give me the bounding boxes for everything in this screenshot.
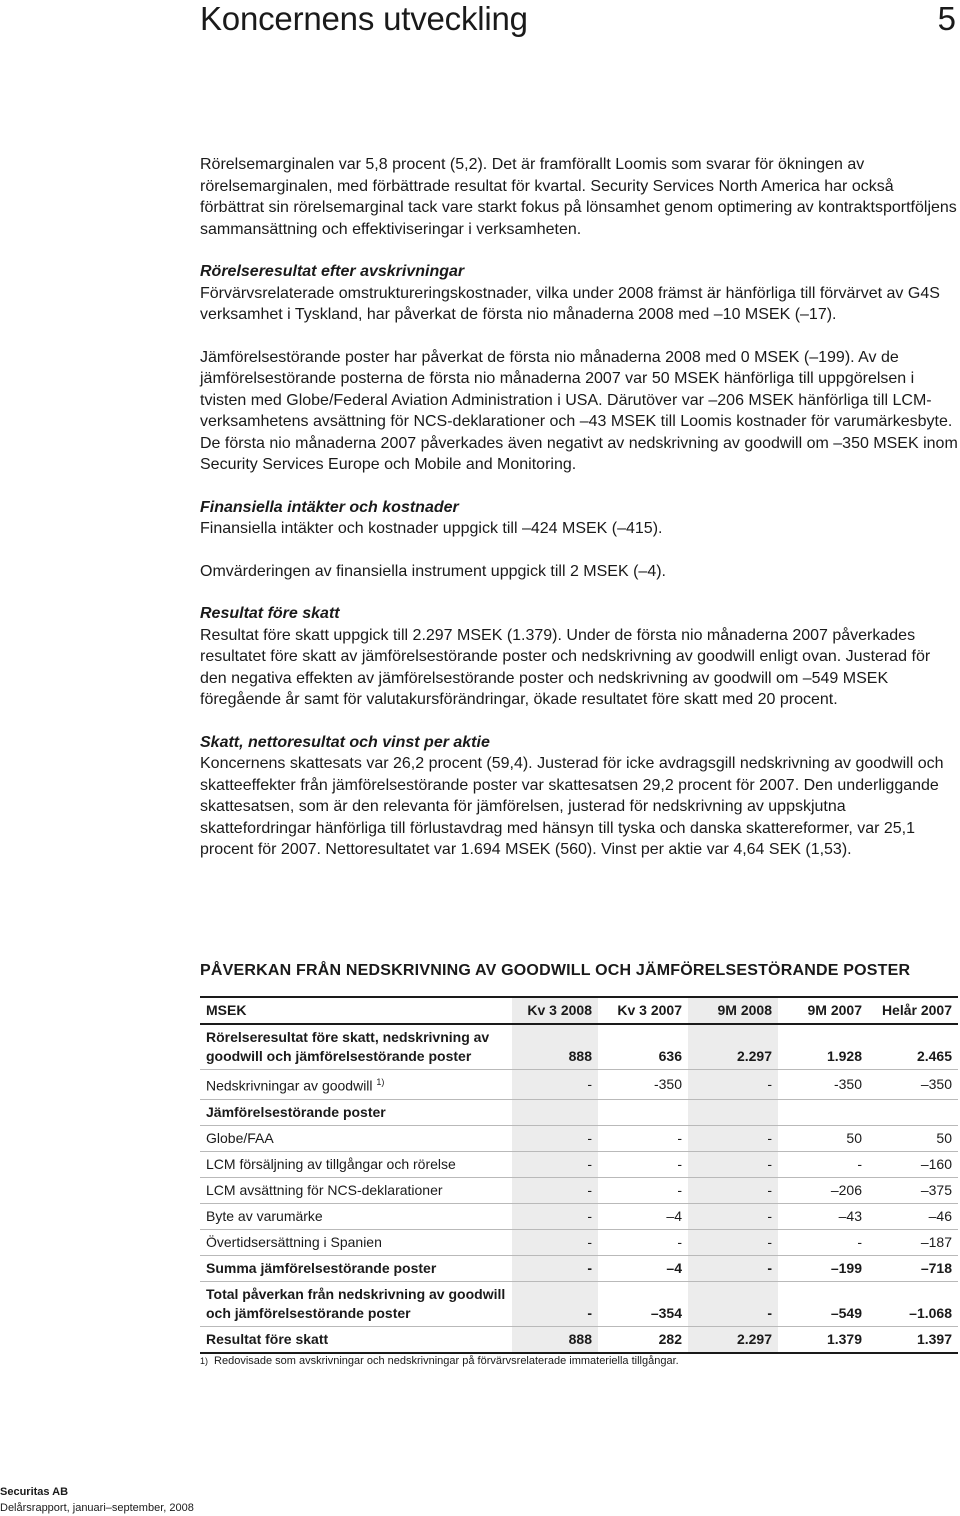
cell: - bbox=[598, 1125, 688, 1151]
table-row bbox=[200, 1024, 958, 1070]
table-row bbox=[200, 1281, 958, 1326]
cell: 50 bbox=[868, 1125, 958, 1151]
row-label: LCM avsättning för NCS-deklarationer bbox=[200, 1177, 512, 1203]
cell: - bbox=[512, 1281, 598, 1326]
paragraph: Omvärderingen av finansiella instrument uppgick till 2 MSEK (–4). bbox=[200, 562, 666, 580]
footnote-ref: 1) bbox=[376, 1077, 385, 1087]
cell: 282 bbox=[598, 1326, 688, 1353]
section-operating-result bbox=[200, 261, 958, 476]
cell: –199 bbox=[778, 1255, 868, 1281]
row-label: Globe/FAA bbox=[200, 1125, 512, 1151]
table-row bbox=[200, 1203, 958, 1229]
cell: - bbox=[512, 1125, 598, 1151]
cell: 1.928 bbox=[778, 1024, 868, 1070]
column-header: MSEK bbox=[200, 997, 512, 1024]
cell bbox=[512, 1099, 598, 1125]
cell: - bbox=[598, 1151, 688, 1177]
cell: –46 bbox=[868, 1203, 958, 1229]
footer-company: Securitas AB bbox=[0, 1486, 69, 1498]
cell: - bbox=[778, 1151, 868, 1177]
section-tax bbox=[200, 732, 958, 861]
cell: 2.465 bbox=[868, 1024, 958, 1070]
row-label bbox=[200, 1070, 512, 1100]
row-label: Jämförelsestörande poster bbox=[200, 1099, 512, 1125]
cell: –4 bbox=[598, 1255, 688, 1281]
footer-report: Delårsrapport, januari–september, 2008 bbox=[0, 1502, 194, 1514]
cell: - bbox=[512, 1255, 598, 1281]
section-heading: Finansiella intäkter och kostnader bbox=[200, 498, 459, 516]
row-label: LCM försäljning av tillgångar och rörelse bbox=[200, 1151, 512, 1177]
cell: - bbox=[688, 1070, 778, 1100]
paragraph: Resultat före skatt uppgick till 2.297 MSEK (1.379). Under de första nio månaderna 2007 påverkades resultatet före skatt av jämförelsestörande poster och nedskrivning av goodwill enligt ovan. Justerad för den negativa effekten av jämförelsestörande poster och nedskrivning av goodwill om –549 MSEK föregående år samt för valutakursförändringar, ökade resultatet före skatt med 20 procent. bbox=[200, 626, 931, 708]
cell: - bbox=[688, 1125, 778, 1151]
cell bbox=[868, 1099, 958, 1125]
row-label: Resultat före skatt bbox=[200, 1326, 512, 1353]
cell: - bbox=[512, 1229, 598, 1255]
impact-table bbox=[200, 996, 958, 1354]
table-row bbox=[200, 1099, 958, 1125]
table-row bbox=[200, 1326, 958, 1353]
cell: 1.397 bbox=[868, 1326, 958, 1353]
page-title: Koncernens utveckling bbox=[200, 0, 528, 37]
cell: –160 bbox=[868, 1151, 958, 1177]
row-label: Rörelseresultat före skatt, nedskrivning av goodwill och jämförelsestörande poster bbox=[200, 1024, 512, 1070]
page-footer bbox=[0, 1484, 194, 1516]
column-header: 9M 2008 bbox=[688, 997, 778, 1024]
table-header-row bbox=[200, 997, 958, 1024]
column-header: 9M 2007 bbox=[778, 997, 868, 1024]
section-financial-items bbox=[200, 497, 958, 583]
footnote-mark: 1) bbox=[200, 1356, 209, 1366]
body-text bbox=[200, 154, 958, 861]
column-header: Kv 3 2007 bbox=[598, 997, 688, 1024]
cell: 50 bbox=[778, 1125, 868, 1151]
table-footnote bbox=[200, 1354, 679, 1368]
table-row bbox=[200, 1070, 958, 1100]
cell: –1.068 bbox=[868, 1281, 958, 1326]
cell: –549 bbox=[778, 1281, 868, 1326]
cell: –206 bbox=[778, 1177, 868, 1203]
section-heading: Resultat före skatt bbox=[200, 605, 340, 622]
cell: 2.297 bbox=[688, 1024, 778, 1070]
table-row bbox=[200, 1255, 958, 1281]
cell bbox=[598, 1099, 688, 1125]
cell: - bbox=[512, 1203, 598, 1229]
cell: 2.297 bbox=[688, 1326, 778, 1353]
cell: –187 bbox=[868, 1229, 958, 1255]
row-label: Total påverkan från nedskrivning av goodwill och jämförelsestörande poster bbox=[200, 1281, 512, 1326]
footnote-text: Redovisade som avskrivningar och nedskrivningar på förvärvsrelaterade immateriella tillgångar. bbox=[214, 1355, 679, 1367]
intro-paragraph: Rörelsemarginalen var 5,8 procent (5,2). Det är framförallt Loomis som svarar för ökningen av rörelsemarginalen, med förbättrade resultat för kvartal. Security Services North America har också förbättrat sin rörelsemarginal tack vare starkt fokus på lönsamhet genom optimering av kontraktsportföljens sammansättning och effektiviseringar i verksamheten. bbox=[200, 156, 957, 238]
cell: –43 bbox=[778, 1203, 868, 1229]
cell: - bbox=[598, 1177, 688, 1203]
row-label-text: Nedskrivningar av goodwill bbox=[206, 1077, 373, 1094]
cell: - bbox=[598, 1229, 688, 1255]
table-row bbox=[200, 1151, 958, 1177]
table-title: PÅVERKAN FRÅN NEDSKRIVNING AV GOODWILL OCH JÄMFÖRELSESTÖRANDE POSTER bbox=[200, 962, 911, 979]
cell: 888 bbox=[512, 1326, 598, 1353]
row-label: Summa jämförelsestörande poster bbox=[200, 1255, 512, 1281]
cell: - bbox=[688, 1255, 778, 1281]
cell bbox=[688, 1099, 778, 1125]
row-label: Övertidsersättning i Spanien bbox=[200, 1229, 512, 1255]
cell: -350 bbox=[778, 1070, 868, 1100]
cell: 888 bbox=[512, 1024, 598, 1070]
cell: –4 bbox=[598, 1203, 688, 1229]
section-heading: Rörelseresultat efter avskrivningar bbox=[200, 263, 465, 280]
paragraph: Koncernens skattesats var 26,2 procent (59,4). Justerad för icke avdragsgill nedskrivning av goodwill och skatteeffekter från jämförelsestörande poster var skattesatsen 29,2 procent för 2007. Den underliggande skattesatsen, som är den relevanta för jämförelsen, justerad för nedskrivning av uppskjutna skattefordringar hänförliga till förlustavdrag med hänsyn till tyska och danska skattereformer, var 25,1 procent för 2007. Nettoresultatet var 1.694 MSEK (560). Vinst per aktie var 4,64 SEK (1,53). bbox=[200, 755, 944, 858]
paragraph: Finansiella intäkter och kostnader uppgick till –424 MSEK (–415). bbox=[200, 520, 663, 537]
table-row bbox=[200, 1125, 958, 1151]
cell: –350 bbox=[868, 1070, 958, 1100]
cell: - bbox=[512, 1177, 598, 1203]
table-row bbox=[200, 1177, 958, 1203]
cell: - bbox=[688, 1177, 778, 1203]
cell: - bbox=[688, 1229, 778, 1255]
cell: –354 bbox=[598, 1281, 688, 1326]
section-result-before-tax bbox=[200, 603, 958, 711]
cell: - bbox=[688, 1203, 778, 1229]
cell: - bbox=[512, 1070, 598, 1100]
cell: - bbox=[778, 1229, 868, 1255]
cell: 636 bbox=[598, 1024, 688, 1070]
section-heading: Skatt, nettoresultat och vinst per aktie bbox=[200, 733, 490, 751]
paragraph: Jämförelsestörande poster har påverkat de första nio månaderna 2008 med 0 MSEK (–199). Av de jämförelsestörande posterna de första nio månaderna 2007 var 50 MSEK hänförliga till uppgörelsen i tvisten med Globe/Federal Aviation Administration i USA. Därutöver var –206 MSEK hänförliga till LCM-verksamhetens avsättning för NCS-deklarationer och –43 MSEK till Loomis kostnader för varumärkesbyte. De första nio månaderna 2007 påverkades även negativt av nedskrivning av goodwill om –350 MSEK inom Security Services Europe och Mobile and Monitoring. bbox=[200, 348, 958, 473]
paragraph: Förvärvsrelaterade omstruktureringskostnader, vilka under 2008 främst är hänförliga till förvärvet av G4S verksamhet i Tyskland, har påverkat de första nio månaderna 2008 med –10 MSEK (–17). bbox=[200, 284, 940, 323]
cell: -350 bbox=[598, 1070, 688, 1100]
cell: - bbox=[688, 1281, 778, 1326]
table-row bbox=[200, 1229, 958, 1255]
cell: –375 bbox=[868, 1177, 958, 1203]
cell bbox=[778, 1099, 868, 1125]
cell: - bbox=[688, 1151, 778, 1177]
page-number: 5 bbox=[937, 0, 956, 37]
cell: 1.379 bbox=[778, 1326, 868, 1353]
cell: - bbox=[512, 1151, 598, 1177]
column-header: Kv 3 2008 bbox=[512, 997, 598, 1024]
column-header: Helår 2007 bbox=[868, 997, 958, 1024]
cell: –718 bbox=[868, 1255, 958, 1281]
row-label: Byte av varumärke bbox=[200, 1203, 512, 1229]
